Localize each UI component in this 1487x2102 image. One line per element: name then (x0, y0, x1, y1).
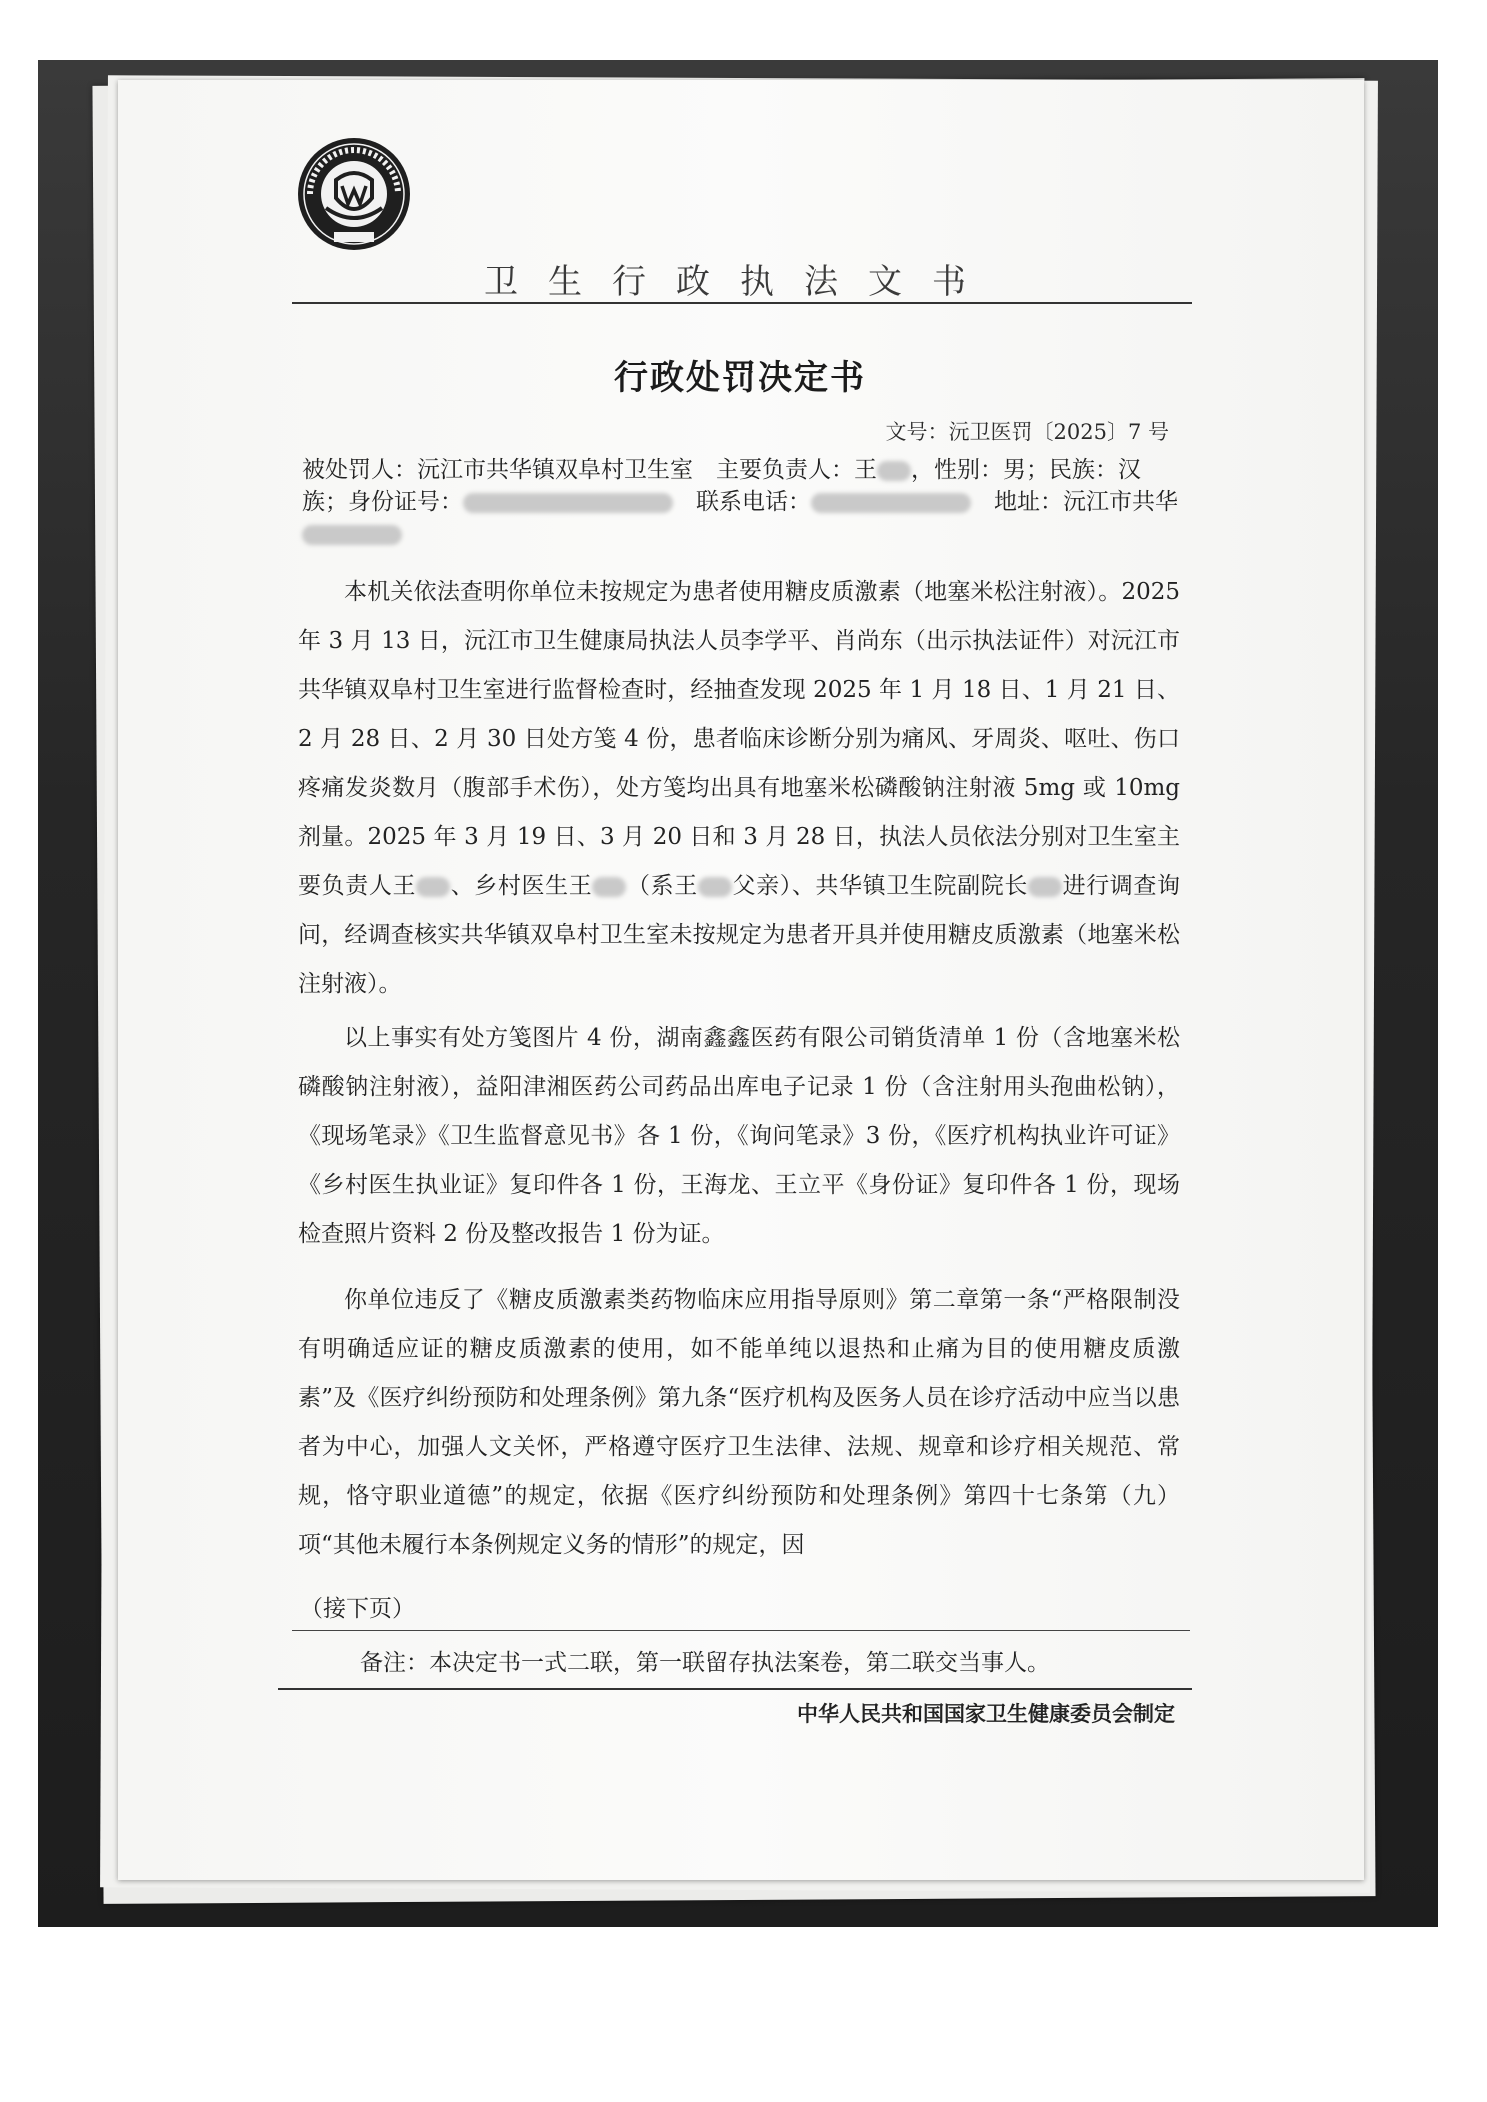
issuer-line: 中华人民共和国国家卫生健康委员会制定 (797, 1702, 1175, 1726)
footer-note: 备注：本决定书一式二联，第一联留存执法案卷，第二联交当事人。 (360, 1650, 1050, 1676)
header-divider (292, 302, 1192, 304)
footer-divider (292, 1630, 1190, 1631)
paragraph-text: 进行调查询问，经调查核实共华镇双阜村卫生室未按规定为患者开具并使用糖皮质激素（地塞米松注射液）。 (298, 873, 1181, 997)
party-info-text: 地址：沅江市共华 (994, 489, 1178, 515)
redacted-mark (416, 877, 450, 897)
header-title: 卫生行政执法文书 (484, 262, 996, 302)
redacted-mark (302, 525, 402, 545)
paragraph-facts (298, 568, 1180, 1009)
redacted-mark (592, 877, 626, 897)
party-info-text: 联系电话： (696, 489, 811, 515)
redacted-mark (698, 877, 732, 897)
paragraph-text: （系王 (626, 873, 698, 899)
redacted-mark (1028, 877, 1062, 897)
redacted-mark (811, 493, 971, 513)
paragraph-violation: 你单位违反了《糖皮质激素类药物临床应用指导原则》第二章第一条“严格限制没有明确适应证的糖皮质激素的使用，如不能单纯以退热和止痛为目的使用糖皮质激素”及《医疗纠纷预防和处理条例》第九条“医疗机构及医务人员在诊疗活动中应当以患者为中心，加强人文关怀，严格遵守医疗卫生法律、法规、规章和诊疗相关规范、常规，恪守职业道德”的规定，依据《医疗纠纷预防和处理条例》第四十七条第（九）项“其他未履行本条例规定义务的情形”的规定，因 (298, 1287, 1180, 1558)
party-info-text: ，性别：男；民族：汉族；身份证号： (302, 457, 1141, 515)
party-info (302, 454, 1182, 550)
continued-marker: （接下页） (300, 1596, 415, 1622)
paragraph-text: 、乡村医生王 (450, 873, 593, 899)
paragraph-evidence: 以上事实有处方笺图片 4 份，湖南鑫鑫医药有限公司销货清单 1 份（含地塞米松磷酸钠注射液），益阳津湘医药公司药品出库电子记录 1 份（含注射用头孢曲松钠），《现场笔录》《卫生监督意见书》各 1 份，《询问笔录》3 份，《医疗机构执业许可证》《乡村医生执业证》复印件各 1 份，王海龙、王立平《身份证》复印件各 1 份，现场检查照片资料 2 份及整改报告 1 份为证。 (298, 1025, 1180, 1247)
footer-divider-thick (278, 1688, 1192, 1690)
page-title: 行政处罚决定书 (614, 358, 866, 398)
document-number: 文号：沅卫医罚〔2025〕7 号 (885, 420, 1169, 444)
paragraph-text: 本机关依法查明你单位未按规定为患者使用糖皮质激素（地塞米松注射液）。2025 年 3 月 13 日，沅江市卫生健康局执法人员李学平、肖尚东（出示执法证件）对沅江市共华镇双阜村卫生室进行监督检查时，经抽查发现 2025 年 1 月 18 日、1 月 21 日、2 月 28 日、2 月 30 日处方笺 4 份，患者临床诊断分别为痛风、牙周炎、呕吐、伤口疼痛发炎数月（腹部手术伤），处方笺均出具有地塞米松磷酸钠注射液 5mg 或 10mg 剂量。2025 年 3 月 19 日、3 月 20 日和 3 月 28 日，执法人员依法分别对卫生室主要负责人王 (298, 579, 1180, 899)
party-info-text: 被处罚人：沅江市共华镇双阜村卫生室 主要负责人：王 (302, 457, 877, 483)
redacted-mark (463, 493, 673, 513)
paragraph-text: 父亲）、共华镇卫生院副院长 (731, 873, 1028, 899)
redacted-mark (877, 461, 911, 481)
health-inspection-seal-icon (296, 136, 412, 252)
